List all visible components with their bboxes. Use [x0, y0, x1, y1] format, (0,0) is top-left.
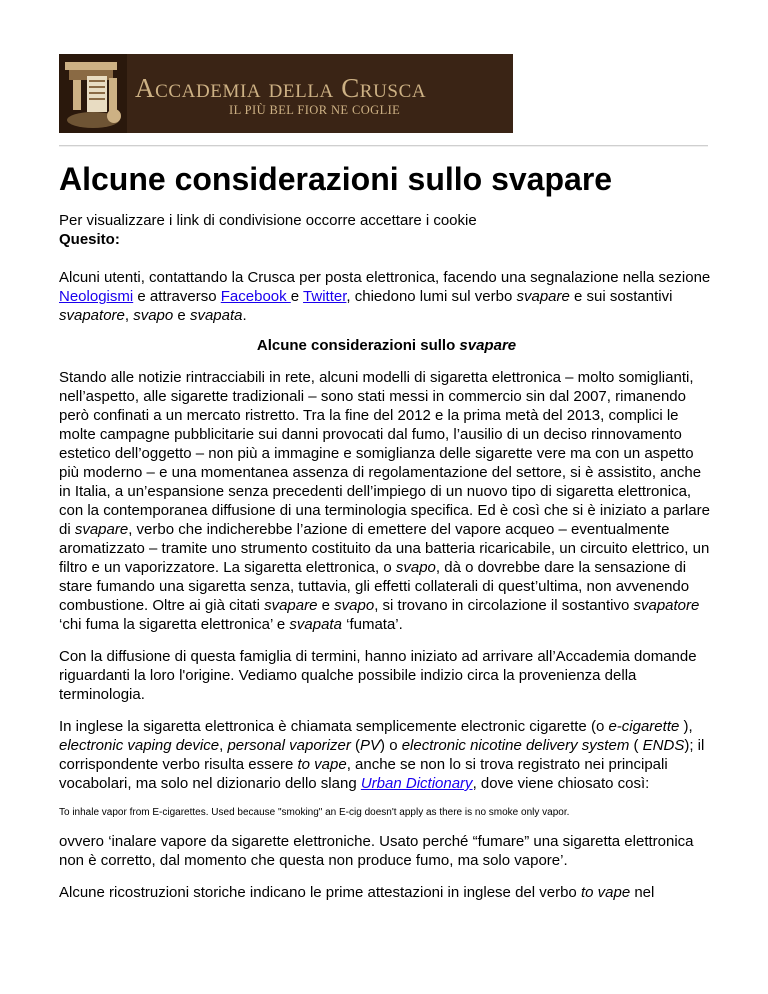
term: electronic nicotine delivery system [401, 737, 630, 754]
text: Alcune considerazioni sullo [256, 337, 460, 354]
text: Alcuni utenti, contattando la Crusca per posta elettronica, facendo una segnalazione nella sezione [59, 269, 711, 286]
term: svapata [189, 307, 243, 324]
cookie-notice: Per visualizzare i link di condivisione occorre accettare i cookie [59, 212, 477, 229]
text: ); il corrispondente verbo risulta essere [59, 737, 705, 773]
text: e sui sostantivi [569, 288, 673, 305]
text: e [317, 597, 335, 614]
page-title: Alcune considerazioni sullo svapare [59, 161, 613, 197]
text: e [290, 288, 304, 305]
text: e attraverso [133, 288, 221, 305]
urban-dictionary-link[interactable] [361, 775, 473, 792]
site-motto: IL PIÙ BEL FIOR NE COGLIE [229, 103, 401, 117]
text: ‘fumata’. [341, 616, 403, 633]
intro-paragraph [59, 268, 714, 325]
term: svapatore [59, 307, 125, 324]
section-heading [59, 336, 714, 355]
link-text: Urban Dictionary [360, 775, 473, 792]
neologismi-link[interactable]: Neologismi [59, 288, 134, 305]
term: to vape [580, 884, 631, 901]
body-paragraph-5 [59, 883, 714, 902]
text: nel [630, 884, 655, 901]
site-banner[interactable] [59, 54, 513, 133]
term: svapatore [633, 597, 700, 614]
term: svapare [264, 597, 318, 614]
text: , anche se non lo si trova registrato nei principali vocabolari, ma solo nel dizionario dello slang [59, 756, 668, 792]
twitter-link[interactable]: Twitter [303, 288, 347, 305]
body-paragraph-1 [59, 368, 714, 634]
term: svapare [516, 288, 570, 305]
term: svapo [395, 559, 436, 576]
text: ‘chi fuma la sigaretta elettronica’ e [59, 616, 290, 633]
text: . [242, 307, 247, 324]
site-name: Accademia della Crusca [135, 73, 427, 103]
dictionary-quote: To inhale vapor from E-cigarettes. Used because "smoking" an E-cig doesn't apply as there is no smoke only vapor. [59, 807, 570, 818]
text: Alcune ricostruzioni storiche indicano le prime attestazioni in inglese del verbo [59, 884, 581, 901]
term: personal vaporizer [227, 737, 351, 754]
text: , [124, 307, 134, 324]
body-paragraph-4: ovvero ‘inalare vapore da sigarette elettroniche. Usato perché “fumare” una sigaretta elettronica non è corretto, dal momento che questa non produce fumo, ma solo vapore’. [59, 833, 694, 869]
text: ( [350, 737, 361, 754]
header-divider [59, 145, 708, 147]
question-label: Quesito: [59, 231, 120, 248]
text: , chiedono lumi sul verbo [346, 288, 517, 305]
text: , dà o dovrebbe dare la sensazione di stare fumando una sigaretta senza, tuttavia, gli effetti collaterali di quest’ultima, non avvenendo combustione. Oltre ai già citati [59, 559, 690, 614]
facebook-link[interactable]: Facebook [220, 288, 291, 305]
text: ) o [380, 737, 402, 754]
text: In inglese la sigaretta elettronica è chiamata semplicemente electronic cigarette (o [59, 718, 609, 735]
term: to vape [297, 756, 347, 773]
text: ( [629, 737, 643, 754]
text: ), [679, 718, 693, 735]
text: , verbo che indicherebbe l’azione di emettere del vapore acqueo – eventualmente aromatizzato – tramite uno strumento costituito da una batteria ricaricabile, un circuito elettrico, un filtro e un vaporizzatore. La sigaretta elettronica, o [59, 521, 710, 576]
term: electronic vaping device [59, 737, 220, 754]
text: e [173, 307, 190, 324]
text: , [219, 737, 228, 754]
text: , dove viene chiosato così: [472, 775, 650, 792]
term: PV [360, 737, 381, 754]
term: svapo [334, 597, 375, 614]
term: svapare [459, 337, 517, 354]
term: svapata [289, 616, 342, 633]
term: svapare [74, 521, 129, 538]
article [59, 158, 714, 902]
term: ENDS [642, 737, 685, 754]
body-paragraph-2: Con la diffusione di questa famiglia di termini, hanno iniziato ad arrivare all’Accademia domande riguardanti la loro l'origine. Vediamo qualche possibile indizio circa la provenienza della terminologia. [59, 648, 697, 703]
body-paragraph-3 [59, 717, 714, 793]
text: , si trovano in circolazione il sostantivo [374, 597, 634, 614]
sieve-emblem-icon [59, 54, 127, 133]
term: svapo [133, 307, 174, 324]
text: Stando alle notizie rintracciabili in rete, alcuni modelli di sigaretta elettronica – molto somiglianti, nell’aspetto, alle sigarette tradizionali – sono stati messi in commercio sin dal 2007, rimanendo però confinati a un mercato ristretto. Tra la fine del 2012 e la prima metà del 2013, complici le molte campagne pubblicitarie sui danni provocati dal fumo, l’ausilio di un deciso rinnovamento estetico dell’oggetto – non più a immagine e somiglianza delle sigarette vere ma con un aspetto più moderno – e una momentanea assenza di regolamentazione del settore, si è assistito, anche in Italia, a un’espansione senza precedenti dell’impiego di un nuovo tipo di sigaretta elettronica, con la contemporanea diffusione di una terminologia specifica. Ed è così che si è iniziato a parlare di [59, 369, 710, 538]
term: e-cigarette [608, 718, 680, 735]
